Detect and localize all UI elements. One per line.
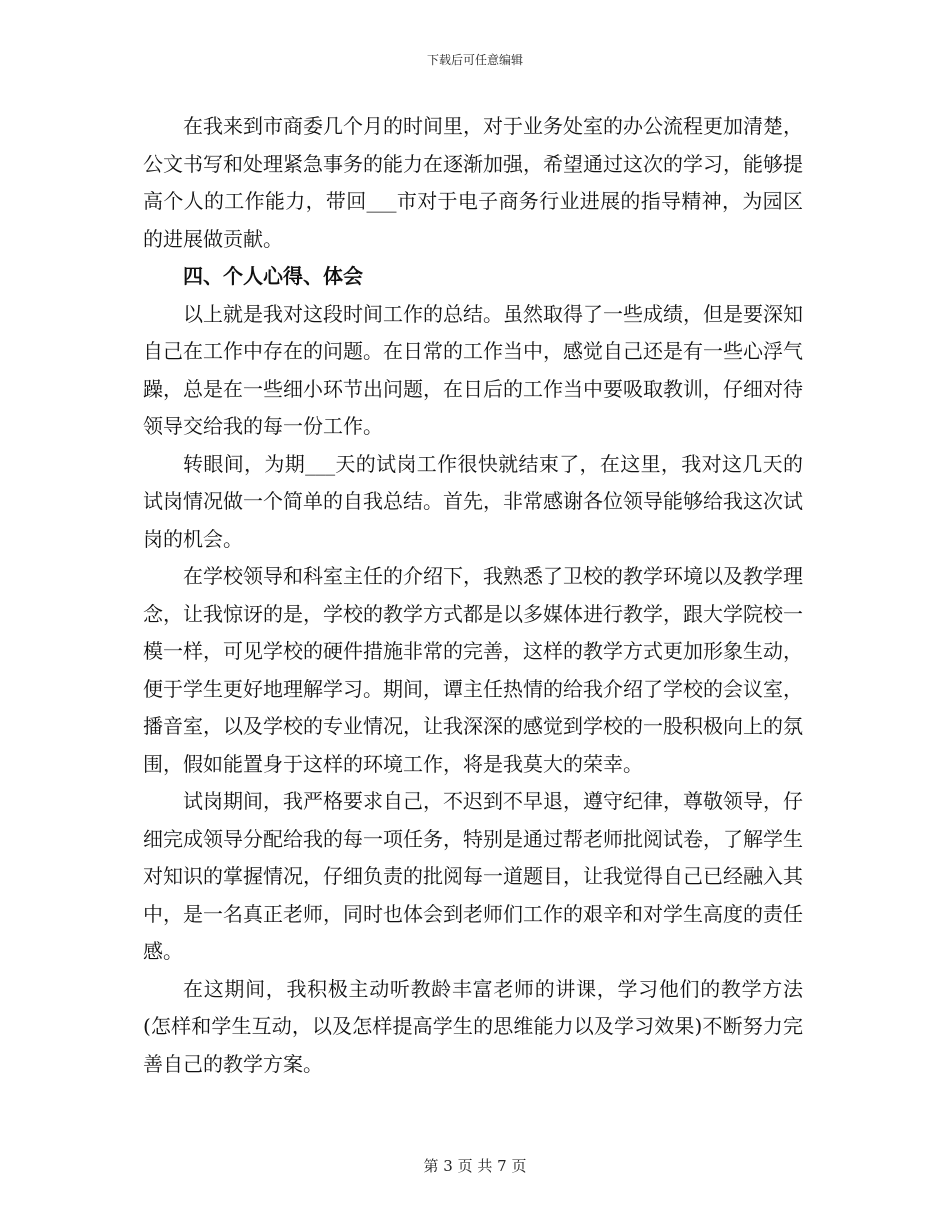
paragraph-6: 在这期间，我积极主动听教龄丰富老师的讲课，学习他们的教学方法(怎样和学生互动，以及怎样提高学生的思维能力以及学习效果)不断努力完善自己的教学方案。 [143,976,803,1076]
paragraph-1: 在我来到市商委几个月的时间里，对于业务处室的办公流程更加清楚，公文书写和处理紧急事务的能力在逐渐加强，希望通过这次的学习，能够提高个人的工作能力，带回___市对于电子商务行业进展的指导精神，为园区的进展做贡献。 [143,114,803,251]
document-body [143,108,803,1083]
page-header: 下载后可任意编辑 [426,53,523,67]
page-footer: 第 3 页 共 7 页 [423,1157,527,1175]
paragraph-3: 转眼间，为期___天的试岗工作很快就结束了，在这里，我对这几天的试岗情况做一个简单的自我总结。首先，非常感谢各位领导能够给我这次试岗的机会。 [143,451,803,551]
section-heading: 四、个人心得、体会 [183,264,363,288]
paragraph-5: 试岗期间，我严格要求自己，不迟到不早退，遵守纪律，尊敬领导，仔细完成领导分配给我的每一项任务，特别是通过帮老师批阅试卷，了解学生对知识的掌握情况，仔细负责的批阅每一道题目，让我觉得自己已经融入其中，是一名真正老师，同时也体会到老师们工作的艰辛和对学生高度的责任感。 [143,789,803,963]
paragraph-4: 在学校领导和科室主任的介绍下，我熟悉了卫校的教学环境以及教学理念，让我惊讶的是，学校的教学方式都是以多媒体进行教学，跟大学院校一模一样，可见学校的硬件措施非常的完善，这样的教学方式更加形象生动，便于学生更好地理解学习。期间，谭主任热情的给我介绍了学校的会议室，播音室，以及学校的专业情况，让我深深的感觉到学校的一股积极向上的氛围，假如能置身于这样的环境工作，将是我莫大的荣幸。 [143,564,803,776]
paragraph-2: 以上就是我对这段时间工作的总结。虽然取得了一些成绩，但是要深知自己在工作中存在的问题。在日常的工作当中，感觉自己还是有一些心浮气躁，总是在一些细小环节出问题，在日后的工作当中要吸取教训，仔细对待领导交给我的每一份工作。 [143,301,803,438]
